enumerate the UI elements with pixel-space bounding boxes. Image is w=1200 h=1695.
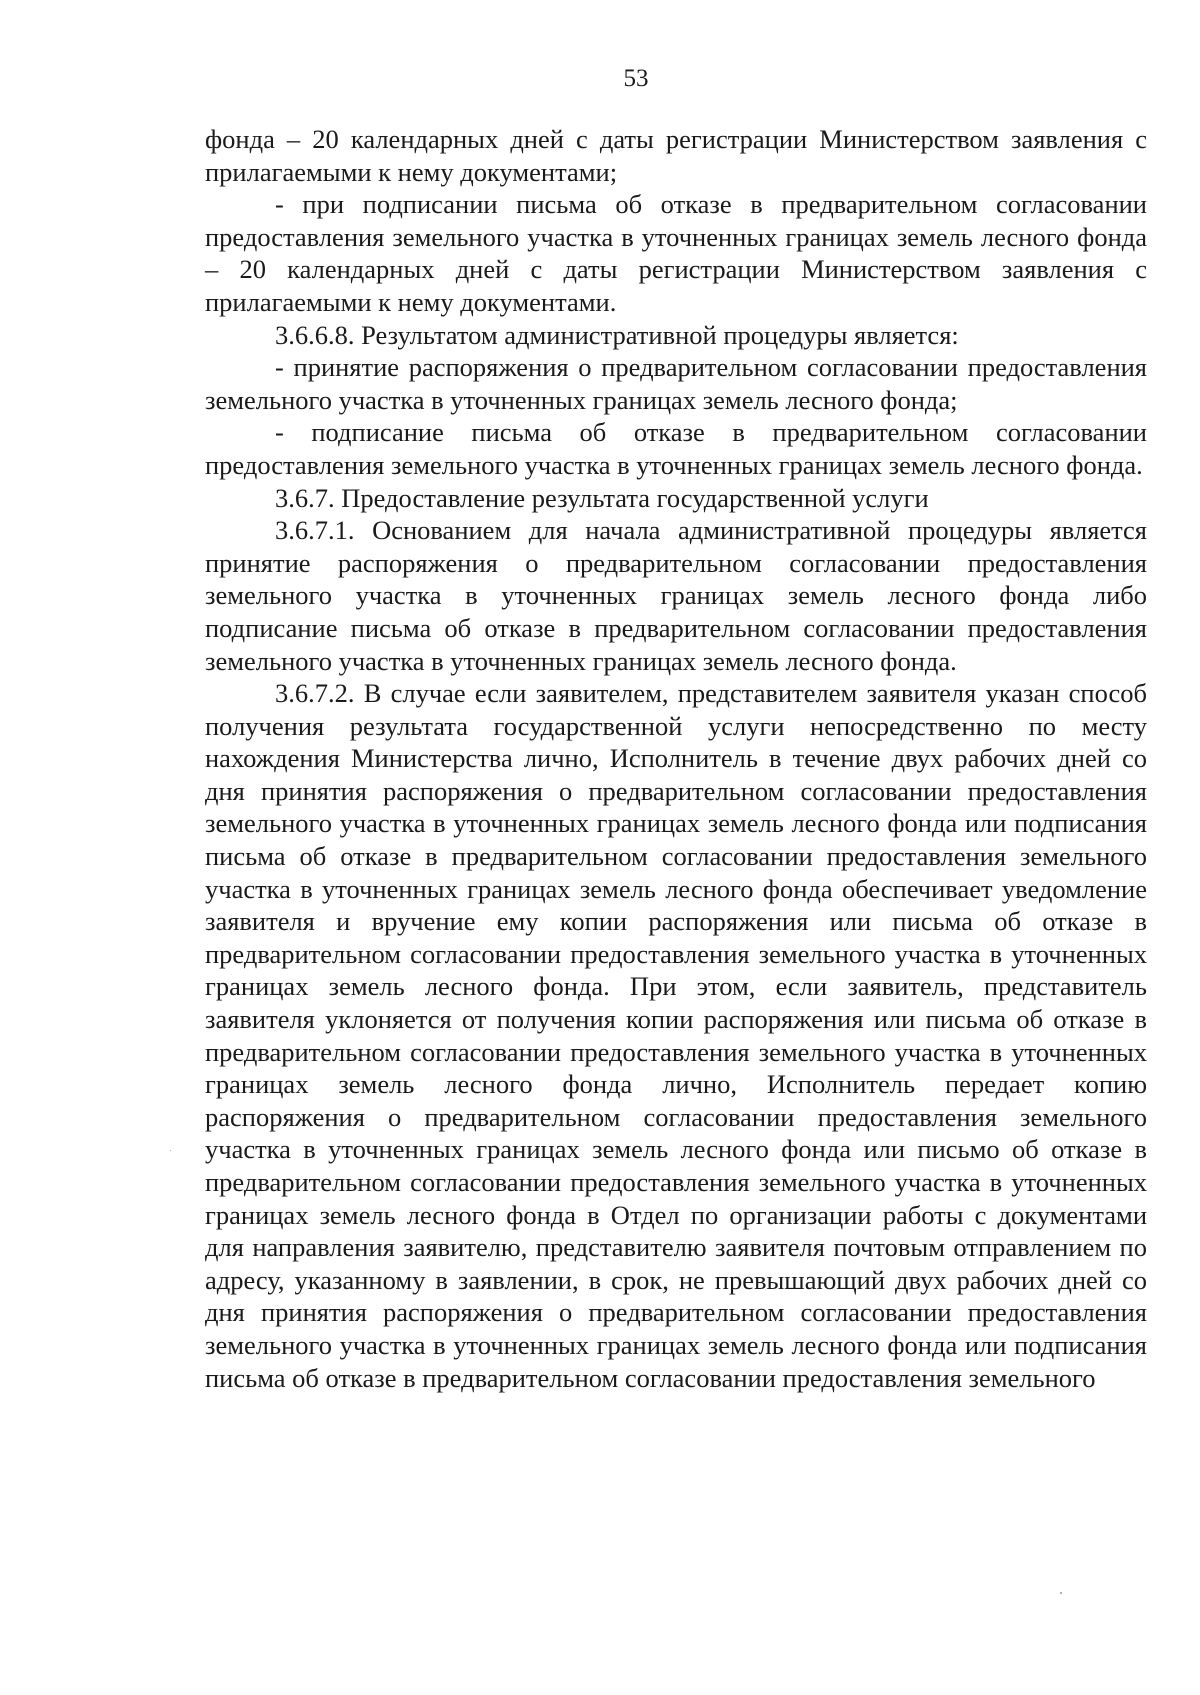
paragraph-deadline-continuation: фонда – 20 календарных дней с даты регистрации Министерством заявления с прилагаемыми к нему документами; [205,124,1147,187]
paragraph-result-order-adoption: - принятие распоряжения о предварительном согласовании предоставления земельного участка в уточненных границах земель лесного фонда; [205,352,1147,415]
page-number: 53 [623,65,649,92]
scan-speck [170,1150,171,1151]
paragraph-refusal-letter-deadline: - при подписании письма об отказе в предварительном согласовании предоставления земельного участка в уточненных границах земель лесного фонда – 20 календарных дней с даты регистрации Министерством заявления с прилагаемыми к нему документами. [205,189,1147,317]
paragraph-3-6-7-1: 3.6.7.1. Основанием для начала административной процедуры является принятие распоряжения о предварительном согласовании предоставления земельного участка в уточненных границах земель лесного фонда либо подписание письма об отказе в предварительном согласовании предоставления земельного участка в уточненных границах земель лесного фонда. [205,515,1147,676]
document-body [205,123,1147,1394]
scan-speck [1060,1592,1062,1594]
paragraph-3-6-7-heading: 3.6.7. Предоставление результата государственной услуги [275,482,929,513]
paragraph-result-refusal-signing: - подписание письма об отказе в предварительном согласовании предоставления земельного участка в уточненных границах земель лесного фонда. [205,417,1147,480]
paragraph-3-6-6-8-heading: 3.6.6.8. Результатом административной процедуры является: [275,319,959,350]
paragraph-3-6-7-2: 3.6.7.2. В случае если заявителем, представителем заявителя указан способ получения результата государственной услуги непосредственно по месту нахождения Министерства лично, Исполнитель в течение двух рабочих дней со дня принятия распоряжения о предварительном согласовании предоставления земельного участка в уточненных границах земель лесного фонда или подписания письма об отказе в предварительном согласовании предоставления земельного участка в уточненных границах земель лесного фонда обеспечивает уведомление заявителя и вручение ему копии распоряжения или письма об отказе в предварительном согласовании предоставления земельного участка в уточненных границах земель лесного фонда. При этом, если заявитель, представитель заявителя уклоняется от получения копии распоряжения или письма об отказе в предварительном согласовании предоставления земельного участка в уточненных границах земель лесного фонда лично, Исполнитель передает копию распоряжения о предварительном согласовании предоставления земельного участка в уточненных границах земель лесного фонда или письмо об отказе в предварительном согласовании предоставления земельного участка в уточненных границах земель лесного фонда в Отдел по организации работы с документами для направления заявителю, представителю заявителя почтовым отправлением по адресу, указанному в заявлении, в срок, не превышающий двух рабочих дней со дня принятия распоряжения о предварительном согласовании предоставления земельного участка в уточненных границах земель лесного фонда или подписания письма об отказе в предварительном согласовании предоставления земельного [205,678,1147,1393]
